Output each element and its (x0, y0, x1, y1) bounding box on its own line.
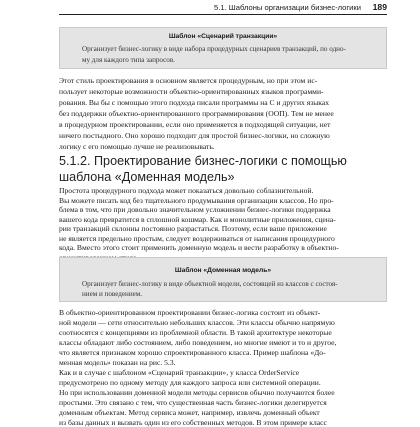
paragraph-line: не является предельно простым, следует воздерживаться от написания процедурного (59, 233, 335, 243)
header-rule (59, 14, 387, 15)
paragraph-line: менная модель» показан на рис. 5.3. (59, 358, 176, 367)
paragraph-line: в процедурном проектировании, если оно применяется в подходящей ситуации, нет (59, 120, 331, 129)
paragraph-line: Простота процедурного подхода может показаться довольно соблазнительной. (59, 186, 314, 195)
paragraph-line: В объектно-ориентированном проектировании бизнес-логика состоит из объект- (59, 308, 321, 317)
running-head (59, 2, 387, 14)
paragraph-line: рования. Вы бы с помощью этого подхода писали программы на С и других языках (59, 98, 330, 107)
pattern-box-line: Организует бизнес-логику в виде набора процедурных сценариев транзакций, по одно- (82, 45, 346, 53)
paragraph-line: классы обладают либо состоянием, либо поведением, но многие имеют и то и другое, (59, 338, 337, 347)
pattern-box-transaction-script (59, 27, 387, 69)
paragraph-line: из базы данных и вызвать один из его собственных методов. В этом примере класс (59, 418, 327, 427)
paragraph-line: доменным объектам. Метод сервиса может, например, извлечь доменный объект (59, 408, 320, 417)
paragraph-line: Этот стиль проектирования в основном является процедурным, но при этом ис- (59, 76, 318, 85)
paragraph-line: Но при использовании доменной модели методы сервисов обычно получаются более (59, 388, 335, 397)
paragraph-line: рии транзакций склонны постоянно разрастаться. Поэтому, если ваше приложение (59, 224, 327, 233)
pattern-box-title: Шаблон «Доменная модель» (174, 267, 272, 274)
paragraph-line: ничего постыдного. Оно хорошо подходит для простой бизнес-логики, но сложную (59, 131, 330, 140)
section-heading-line-1: 5.1.2. Проектирование бизнес-логики с помощью (59, 154, 347, 168)
paragraph-line: что является признаком хорошо спроектированного класса. Пример шаблона «До- (59, 348, 326, 357)
pattern-box-line: нием и поведением. (82, 290, 143, 298)
paragraph-line: блема в том, что при довольно значительном усложнении бизнес-логики поддержка (59, 205, 331, 214)
paragraph-line: без поддержки объектно-ориентированного программирования (ООП). Тем не менее (59, 109, 334, 118)
section-heading-line-2: шаблона «Доменная модель» (59, 170, 235, 184)
pattern-box-domain-model (59, 257, 387, 302)
paragraph-line: Вы можете писать код без тщательного продумывания организации классов. Но про- (59, 195, 334, 205)
pattern-box-title: Шаблон «Сценарий транзакции» (168, 33, 278, 40)
running-head-title: 5.1. Шаблоны организации бизнес-логики (214, 3, 361, 12)
paragraph-line: вашего кода превратится в сплошной кошмар. Как и монолитные приложения, сцена- (59, 214, 336, 224)
pattern-box-line: Организует бизнес-логику в виде объектной модели, состоящей из классов с состоя- (82, 280, 338, 288)
paragraph-line: логику с его помощью лучше не реализовывать. (59, 142, 215, 151)
paragraph-line: предусмотрено по одному методу для каждого запроса или системной операции. (59, 378, 321, 387)
paragraph-line: кода. Вместо этого стоит применить доменную модель и вести разработку в объектно- (59, 243, 339, 252)
paragraph-line: ной модели — сети относительно небольших классов. Эти классы обычно напрямую (59, 318, 335, 327)
paragraph-line: Как и в случае с шаблоном «Сценарий транзакции», у класса OrderService (59, 368, 300, 377)
paragraph-line: простыми. Это связано с тем, что существенная часть бизнес-логики делегируется (59, 398, 327, 407)
pattern-box-line: му для каждого типа запросов. (82, 56, 175, 64)
page-number: 189 (372, 2, 387, 12)
paragraph-line: пользует некоторые возможности объектно-ориентированных языков программи- (59, 87, 324, 96)
paragraph-line: соотносятся с концепциями из проблемной области. В такой архитектуре некоторые (59, 328, 332, 337)
